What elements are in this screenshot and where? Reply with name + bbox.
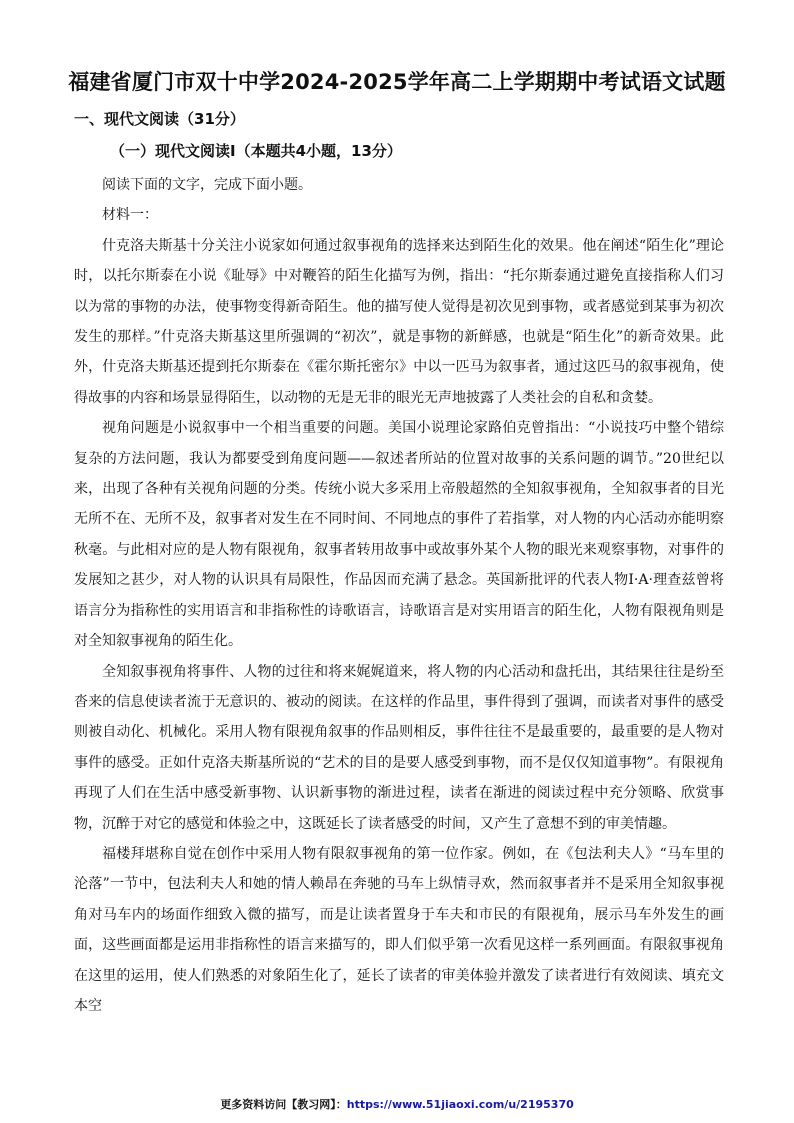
document-body <box>74 170 724 1021</box>
subsection-heading: （一）现代文阅读Ⅰ（本题共4小题，13分） <box>110 142 402 160</box>
instruction-text: 阅读下面的文字，完成下面小题。 <box>102 177 312 193</box>
paragraph: 视角问题是小说叙事中一个相当重要的问题。美国小说理论家路伯克曾指出：“小说技巧中整个错综复杂的方法问题，我认为都要受到角度问题——叙述者所站的位置对故事的关系问题的调节。”20世纪以来，出现了各种有关视角问题的分类。传统小说大多采用上帝般超然的全知叙事视角，全知叙事者的目光无所不在、无所不及，叙事者对发生在不同时间、不同地点的事件了若指掌，对人物的内心活动亦能明察秋毫。与此相对应的是人物有限视角，叙事者转用故事中或故事外某个人物的眼光来观察事物，对事件的发展知之甚少，对人物的认识具有局限性，作品因而充满了悬念。英国新批评的代表人物I·A·理查兹曾将语言分为指称性的实用语言和非指称性的诗歌语言，诗歌语言是对实用语言的陌生化，人物有限视角则是对全知叙事视角的陌生化。 <box>74 420 724 650</box>
footer-link[interactable]: https://www.51jiaoxi.com/u/2195370 <box>346 1098 574 1111</box>
paragraph: 全知叙事视角将事件、人物的过往和将来娓娓道来，将人物的内心活动和盘托出，其结果往往是纷至沓来的信息使读者流于无意识的、被动的阅读。在这样的作品里，事件得到了强调，而读者对事件的感受则被自动化、机械化。采用人物有限视角叙事的作品则相反，事件往往不是最重要的，最重要的是人物对事件的感受。正如什克洛夫斯基所说的“艺术的目的是要人感受到事物，而不是仅仅知道事物”。有限视角再现了人们在生活中感受新事物、认识新事物的渐进过程，读者在渐进的阅读过程中充分领略、欣赏事物，沉醉于对它的感觉和体验之中，这既延长了读者感受的时间，又产生了意想不到的审美情趣。 <box>74 663 724 832</box>
section-heading: 一、现代文阅读（31分） <box>74 110 245 128</box>
material-label: 材料一： <box>102 207 158 224</box>
footer-prefix: 更多资料访问【教习网】： <box>220 1098 347 1111</box>
paragraph: 福楼拜堪称自觉在创作中采用人物有限叙事视角的第一位作家。例如，在《包法利夫人》“马车里的沦落”一节中，包法利夫人和她的情人赖昂在奔驰的马车上纵情寻欢，然而叙事者并不是采用全知叙事视角对马车内的场面作细致入微的描写，而是让读者置身于车夫和市民的有限视角，展示马车外发生的画面，这些画面都是运用非指称性的语言来描写的，即人们似乎第一次看见这样一系列画面。有限叙事视角在这里的运用，使人们熟悉的对象陌生化了，延长了读者的审美体验并激发了读者进行有效阅读、填充文本空 <box>74 845 724 1014</box>
page-footer <box>0 1096 794 1112</box>
document-title: 福建省厦门市双十中学2024-2025学年高二上学期期中考试语文试题 <box>68 70 726 94</box>
paragraph: 什克洛夫斯基十分关注小说家如何通过叙事视角的选择来达到陌生化的效果。他在阐述“陌生化”理论时，以托尔斯泰在小说《耻辱》中对鞭笞的陌生化描写为例，指出：“托尔斯泰通过避免直接指称人们习以为常的事物的办法，使事物变得新奇陌生。他的描写使人觉得是初次见到事物，或者感觉到某事为初次发生的那样。”什克洛夫斯基这里所强调的“初次”，就是事物的新鲜感，也就是“陌生化”的新奇效果。此外，什克洛夫斯基还提到托尔斯泰在《霍尔斯托密尔》中以一匹马为叙事者，通过这匹马的叙事视角，使得故事的内容和场景显得陌生，以动物的无是无非的眼光无声地披露了人类社会的自私和贪婪。 <box>74 237 724 406</box>
